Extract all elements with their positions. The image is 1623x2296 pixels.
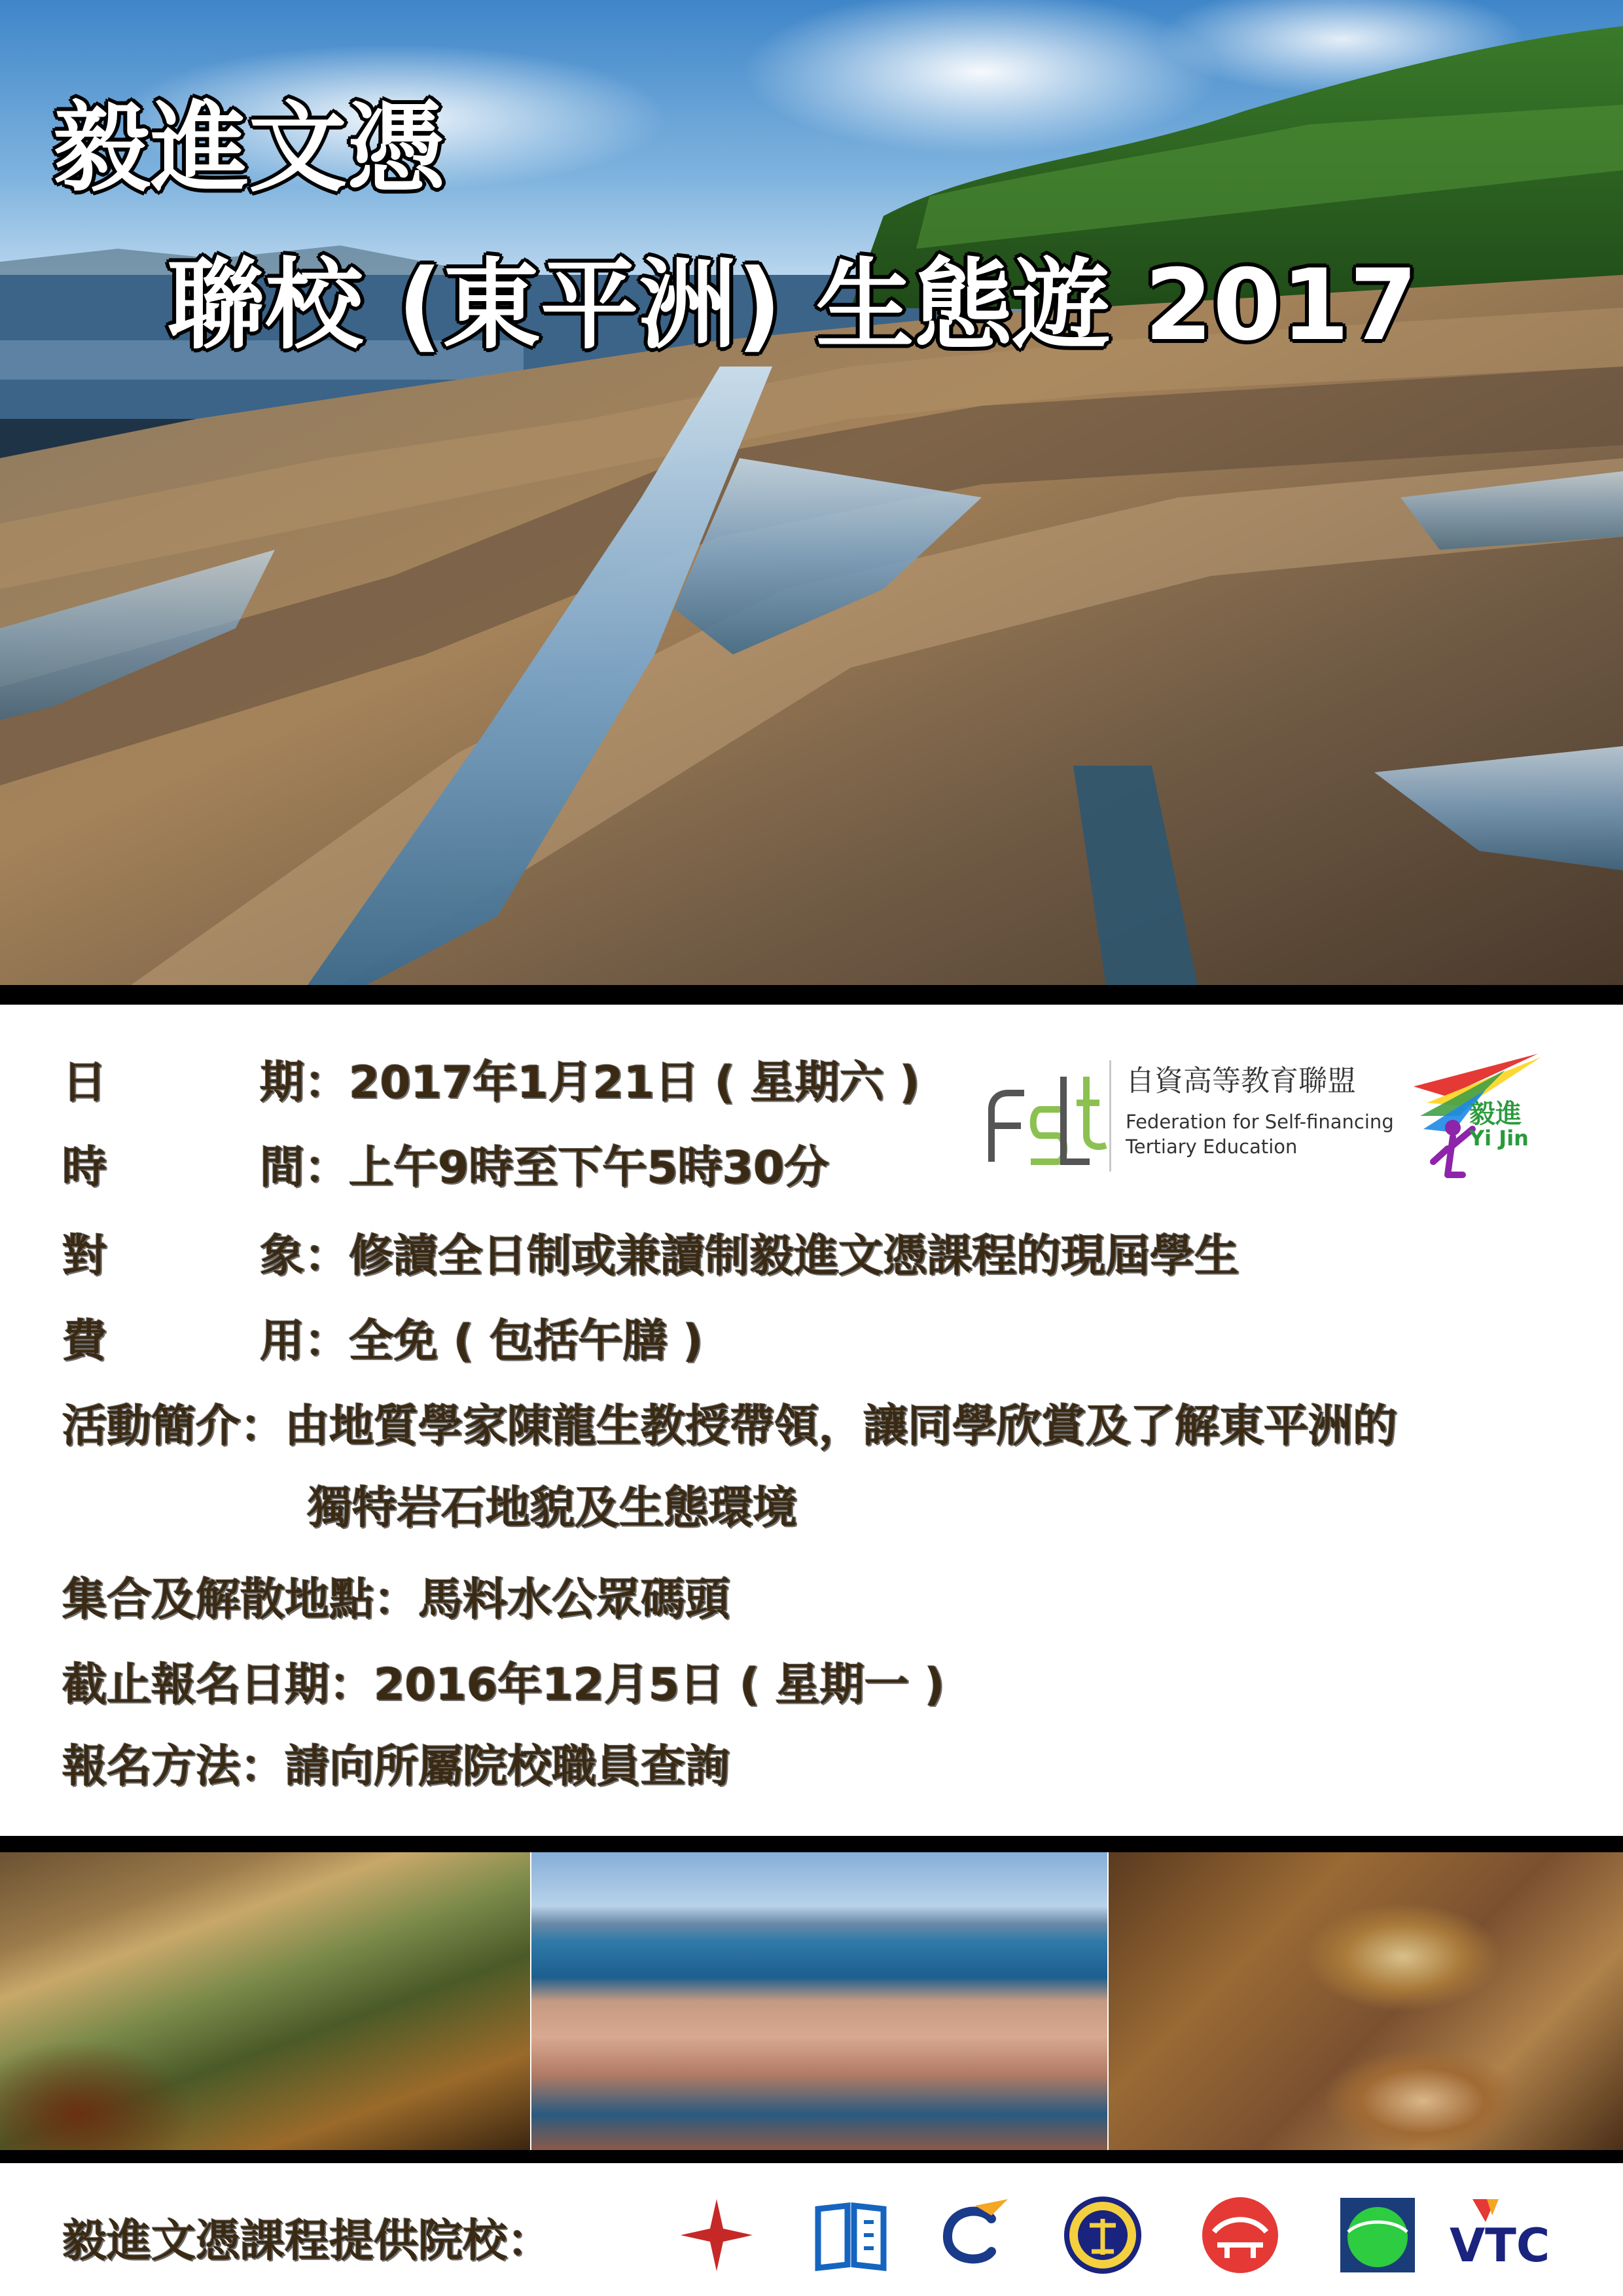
date-row: 日 期 ：2017年1月21日 ( 星期六 ) bbox=[62, 1047, 919, 1111]
book-icon bbox=[808, 2193, 893, 2278]
middle-divider bbox=[0, 1836, 1623, 1852]
caritas-icon bbox=[674, 2193, 759, 2278]
rock-texture-photo bbox=[1109, 1852, 1623, 2150]
top-divider bbox=[0, 985, 1623, 1005]
activity-line-1: 由地質學家陳龍生教授帶領，讓同學欣賞及了解東平洲的 bbox=[285, 1401, 1398, 1452]
time-label: 時 間 bbox=[62, 1142, 304, 1194]
target-row: 對 象 ：修讀全日制或兼讀制毅進文憑課程的現屆學生 bbox=[62, 1221, 1239, 1284]
vtc-icon bbox=[1446, 2193, 1564, 2278]
coast-photo bbox=[531, 1852, 1107, 2150]
target-label: 對 象 bbox=[62, 1230, 304, 1282]
method-label: 報名方法 bbox=[62, 1741, 241, 1793]
fstf-logo bbox=[985, 1057, 1394, 1175]
bottom-divider bbox=[0, 2150, 1623, 2163]
meeting-label: 集合及解散地點 bbox=[62, 1574, 374, 1626]
deadline-row: 截止報名日期：2016年12月5日 ( 星期一 ) bbox=[62, 1649, 944, 1713]
target-value: 修讀全日制或兼讀制毅進文憑課程的現屆學生 bbox=[349, 1230, 1240, 1282]
fstf-divider bbox=[1109, 1060, 1111, 1172]
fee-label: 費 用 bbox=[62, 1316, 304, 1367]
title-line-1: 毅進文憑 bbox=[52, 92, 446, 206]
date-label: 日 期 bbox=[62, 1057, 304, 1109]
activity-label: 活動簡介 bbox=[62, 1401, 241, 1452]
fstf-mark-icon bbox=[985, 1064, 1122, 1168]
meeting-value: 馬料水公眾碼頭 bbox=[418, 1574, 730, 1626]
red-emblem-icon bbox=[1198, 2193, 1283, 2278]
fee-value: 全免 ( 包括午膳 ) bbox=[349, 1316, 704, 1367]
deadline-label: 截止報名日期 bbox=[62, 1659, 330, 1711]
footer bbox=[0, 2163, 1623, 2296]
c-icon bbox=[929, 2193, 1014, 2278]
date-value: 2017年1月21日 ( 星期六 ) bbox=[349, 1057, 920, 1109]
yijin-logo bbox=[1407, 1050, 1558, 1181]
fstf-name-zh: 自資高等教育聯盟 bbox=[1126, 1064, 1356, 1098]
rock-pool-photo bbox=[0, 1852, 530, 2150]
yijin-name-en: Yi Jin bbox=[1469, 1126, 1529, 1151]
fstf-name-en-2: Tertiary Education bbox=[1126, 1136, 1298, 1158]
hkit-icon bbox=[1060, 2193, 1145, 2278]
activity-row: 活動簡介：由地質學家陳龍生教授帶領，讓同學欣賞及了解東平洲的 bbox=[62, 1391, 1397, 1454]
fstf-name-en-1: Federation for Self-financing bbox=[1126, 1111, 1394, 1133]
yijin-name-zh: 毅進 bbox=[1469, 1099, 1522, 1129]
green-circle-icon bbox=[1335, 2193, 1420, 2278]
method-value: 請向所屬院校職員查詢 bbox=[285, 1741, 730, 1793]
activity-line-2: 獨特岩石地貌及生態環境 bbox=[308, 1482, 798, 1534]
method-row: 報名方法：請向所屬院校職員查詢 bbox=[62, 1731, 730, 1795]
institutions-label: 毅進文憑課程提供院校： bbox=[62, 2215, 552, 2267]
photo-strip bbox=[0, 1852, 1623, 2150]
time-row: 時 間 ：上午9時至下午5時30分 bbox=[62, 1132, 829, 1196]
title-line-2: 聯校 (東平洲) 生態遊 2017 bbox=[167, 249, 1418, 363]
hero-photo bbox=[0, 0, 1623, 985]
vtc-text: VTC bbox=[1450, 2219, 1550, 2272]
fee-row: 費 用 ：全免 ( 包括午膳 ) bbox=[62, 1306, 703, 1369]
deadline-value: 2016年12月5日 ( 星期一 ) bbox=[374, 1659, 945, 1711]
meeting-row: 集合及解散地點：馬料水公眾碼頭 bbox=[62, 1564, 730, 1628]
time-value: 上午9時至下午5時30分 bbox=[349, 1142, 829, 1194]
